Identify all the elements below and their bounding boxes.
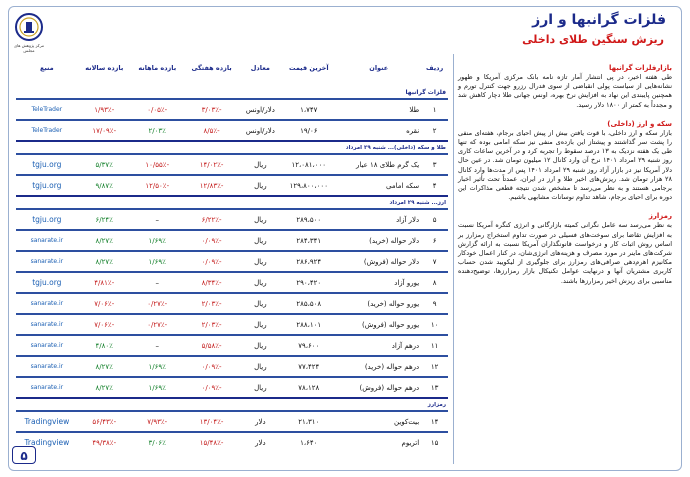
- last-price: ۷۸،۱۲۸: [281, 377, 336, 398]
- market-table: [16, 50, 448, 452]
- asset-name: درهم حواله (فروش): [336, 377, 421, 398]
- price-unit: ریال: [240, 251, 282, 272]
- price-unit: دلار: [240, 432, 282, 452]
- table-row: [16, 432, 448, 452]
- table-row: [16, 335, 448, 356]
- last-price: ۲۸۴،۳۴۱: [281, 230, 336, 251]
- data-source: sanarate.ir: [16, 293, 78, 314]
- weekly-return: -۰/۰۹٪: [184, 377, 240, 398]
- data-source: sanarate.ir: [16, 251, 78, 272]
- monthly-return: ۳/۰۶٪: [131, 432, 184, 452]
- last-price: ۱۲،۰۸۱،۰۰۰: [281, 154, 336, 175]
- column-header: بازده هفتگی: [191, 64, 232, 72]
- column-header: منبع: [39, 64, 54, 72]
- group-label: طلا و سکه (داخلی)... شنبه ۲۹ امرداد: [16, 141, 448, 154]
- weekly-return: -۱۵/۴۸٪: [184, 432, 240, 452]
- table-group-row: [16, 141, 448, 154]
- row-index: ۱۰: [421, 314, 448, 335]
- price-unit: ریال: [240, 175, 282, 196]
- yearly-return: -۱۷/۰۹٪: [78, 120, 131, 141]
- monthly-return: -۰/۲۷٪: [131, 293, 184, 314]
- table-row: [16, 411, 448, 432]
- column-header: عنوان: [369, 64, 389, 72]
- table-row: [16, 356, 448, 377]
- column-header: بازده ماهانه: [138, 64, 177, 72]
- row-index: ۱۱: [421, 335, 448, 356]
- yearly-return: -۴/۸۱٪: [78, 272, 131, 293]
- price-unit: ریال: [240, 293, 282, 314]
- weekly-return: -۳/۰۳٪: [184, 99, 240, 120]
- asset-name: دلار حواله (خرید): [336, 230, 421, 251]
- last-price: ۷۹،۶۰۰: [281, 335, 336, 356]
- table-row: [16, 175, 448, 196]
- weekly-return: -۰/۰۹٪: [184, 230, 240, 251]
- page-title: فلزات گرانبها و ارز: [532, 12, 666, 28]
- data-source: sanarate.ir: [16, 230, 78, 251]
- yearly-return: -۷/۰۶٪: [78, 293, 131, 314]
- row-index: ۲: [421, 120, 448, 141]
- column-header: ردیف: [425, 64, 444, 72]
- data-source: tgju.org: [16, 209, 78, 230]
- data-source: Tradingview: [16, 432, 78, 452]
- coin-fx-text: بازار سکه و ارز داخلی، با قوت یافتن بیش از پیش احیای برجام، هفته‌ای منفی را پشت سر گذاشتند و پیشتاز این بازده‌ی منفی نیز سکه امامی بوده که تنها طی یک هفته نزدیک به ۱۳ درصد سقوط را تجربه کرد و در آخرین ساعات کاری روز شنبه ۲۹ امرداد ۱۴۰۱ نرخ آن وارد کانال ۱۲ میلیون تومان شد. در عین حال دلار آمریکا نیز در بازار آزاد روز شنبه ۲۹ امرداد ۱۴۰۱ پس از مدت‌ها وارد کانال ۲۸ هزار تومان شد. ریزش‌های اخیر طلا و ارز در ایران، عمدتاً تحت تأثیر اخبار برجامی هستند و به نظر می‌رسد تا مشخص شدن نتیجه قطعی مذاکرات این دوره برای احیای برجام، شاهد تداوم نوسانات مشابهی باشیم.: [458, 128, 673, 202]
- weekly-return: -۸/۳۴٪: [184, 272, 240, 293]
- row-index: ۱: [421, 99, 448, 120]
- last-price: ۷۷،۴۲۴: [281, 356, 336, 377]
- group-label: رمزارز: [16, 398, 448, 411]
- monthly-return: -۱۲/۵۰٪: [131, 175, 184, 196]
- monthly-return: ۱/۶۹٪: [131, 356, 184, 377]
- last-price: ۱،۶۴۰: [281, 432, 336, 452]
- asset-name: یورو حواله (فروش): [336, 314, 421, 335]
- price-unit: ریال: [240, 154, 282, 175]
- asset-name: درهم آزاد: [336, 335, 421, 356]
- yearly-return: ۹/۸۷٪: [78, 175, 131, 196]
- weekly-return: -۱۲/۸۳٪: [184, 175, 240, 196]
- weekly-return: -۶/۲۲٪: [184, 209, 240, 230]
- price-unit: دلار: [240, 411, 282, 432]
- last-price: ۲۸۹،۵۰۰: [281, 209, 336, 230]
- column-header: معادل: [250, 64, 270, 72]
- row-index: ۱۳: [421, 377, 448, 398]
- price-unit: ریال: [240, 272, 282, 293]
- page-subtitle: ریزش سنگین طلای داخلی: [522, 33, 664, 46]
- market-table-area: [16, 50, 448, 452]
- weekly-return: -۲/۰۳٪: [184, 293, 240, 314]
- table-group-row: [16, 196, 448, 209]
- weekly-return: -۰/۰۹٪: [184, 251, 240, 272]
- last-price: ۲۱،۳۱۰: [281, 411, 336, 432]
- asset-name: درهم حواله (خرید): [336, 356, 421, 377]
- table-row: [16, 120, 448, 141]
- price-unit: ریال: [240, 377, 282, 398]
- data-source: sanarate.ir: [16, 314, 78, 335]
- last-price: ۱،۷۴۷: [281, 99, 336, 120]
- precious-metals-heading: بازارفلزات گرانبها: [609, 64, 672, 72]
- table-row: [16, 99, 448, 120]
- price-unit: ریال: [240, 356, 282, 377]
- monthly-return: ۱/۶۹٪: [131, 230, 184, 251]
- row-index: ۴: [421, 175, 448, 196]
- weekly-return: -۱۳/۰۴٪: [184, 411, 240, 432]
- table-row: [16, 154, 448, 175]
- asset-name: طلا: [336, 99, 421, 120]
- asset-name: اتریوم: [336, 432, 421, 452]
- column-header: آخرین قیمت: [288, 64, 329, 72]
- yearly-return: ۸/۲۷٪: [78, 251, 131, 272]
- organization-logo: [14, 12, 44, 42]
- monthly-return: ۱/۶۹٪: [131, 251, 184, 272]
- data-source: sanarate.ir: [16, 356, 78, 377]
- price-unit: ریال: [240, 314, 282, 335]
- coin-fx-heading: سکه و ارز (داخلی): [607, 119, 672, 128]
- price-unit: ریال: [240, 335, 282, 356]
- asset-name: دلار حواله (فروش): [336, 251, 421, 272]
- last-price: ۲۸۶،۹۲۴: [281, 251, 336, 272]
- price-unit: دلار/اونس: [240, 120, 282, 141]
- row-index: ۷: [421, 251, 448, 272]
- commentary-column: [458, 64, 672, 296]
- data-source: Tradingview: [16, 411, 78, 432]
- table-header-row: [16, 50, 448, 86]
- logo-caption: مرکز پژوهش های مجلس: [14, 43, 44, 53]
- monthly-return: -۱۰/۵۵٪: [131, 154, 184, 175]
- weekly-return: -۸/۵٪: [184, 120, 240, 141]
- price-unit: ریال: [240, 209, 282, 230]
- asset-name: بیت‌کوین: [336, 411, 421, 432]
- last-price: ۲۹۰،۴۲۰: [281, 272, 336, 293]
- monthly-return: ۲/۰۳٪: [131, 120, 184, 141]
- yearly-return: -۱/۹۳٪: [78, 99, 131, 120]
- precious-metals-text: طی هفته اخیر، در پی انتشار آمار تازه نامه بانک مرکزی آمریکا و ظهور نشانه‌هایی از سیاست پولی انقباضی از سوی فدرال رزرو جهت کنترل تورم و همچنین پایبندی این نهاد به افزایش نرخ بهره، اونس جهانی طلا دچار کاهش شد و مجدداً به کمتر از ۱۸۰۰ دلار رسید.: [458, 73, 672, 109]
- row-index: ۱۲: [421, 356, 448, 377]
- monthly-return: -۰/۰۵٪: [131, 99, 184, 120]
- yearly-return: ۸/۲۷٪: [78, 377, 131, 398]
- yearly-return: ۵/۳۷٪: [78, 154, 131, 175]
- yearly-return: -۷/۰۶٪: [78, 314, 131, 335]
- crypto-text: به نظر می‌رسد سه عامل نگرانی کمیته بازارگانی و انرژی کنگره آمریکا نسبت به افزایش تقاضا برای سوخت‌های فسیلی در صورت تداوم استخراج رمزارز بر اساس روش اثبات کار و درخواست قانونگذاران آمریکا نسبت به ارائه گزارش شرکت‌های ماینر در مورد مصرف و هزینه‌های انرژی‌شان، در کنار اعمال خودکار مکانیزم اهرم‌دهی صرافی‌های رمزارز برای جلوگیری از لیکویید شدن حساب کاربری مشتریان آنها و درنهایت عوامل تکنیکال بازار رمزارزها، توضیح‌دهنده مناسبی برای ریزش اخیر رمزارزها باشند.: [458, 221, 672, 285]
- table-row: [16, 251, 448, 272]
- yearly-return: ۶/۲۴٪: [78, 209, 131, 230]
- asset-name: نقره: [336, 120, 421, 141]
- yearly-return: ۸/۲۷٪: [78, 230, 131, 251]
- row-index: ۱۴: [421, 411, 448, 432]
- table-row: [16, 230, 448, 251]
- crypto-heading: رمزارز: [648, 212, 672, 221]
- yearly-return: -۴۹/۳۸٪: [78, 432, 131, 452]
- last-price: ۲۸۵،۵۰۸: [281, 293, 336, 314]
- data-source: sanarate.ir: [16, 377, 78, 398]
- monthly-return: –: [131, 209, 184, 230]
- table-group-row: [16, 398, 448, 411]
- yearly-return: -۵۶/۴۳٪: [78, 411, 131, 432]
- row-index: ۱۵: [421, 432, 448, 452]
- last-price: ۱۹/۰۶: [281, 120, 336, 141]
- monthly-return: -۰/۲۷٪: [131, 314, 184, 335]
- data-source: TeleTrader: [16, 99, 78, 120]
- monthly-return: -۷/۹۳٪: [131, 411, 184, 432]
- weekly-return: -۵/۵۸٪: [184, 335, 240, 356]
- group-label: فلزات گرانبها: [405, 88, 446, 96]
- data-source: tgju.org: [16, 175, 78, 196]
- weekly-return: -۰/۰۹٪: [184, 356, 240, 377]
- last-price: ۱۲۹،۸۰۰،۰۰۰: [281, 175, 336, 196]
- column-divider: [453, 54, 454, 464]
- table-row: [16, 272, 448, 293]
- weekly-return: -۱۴/۰۲٪: [184, 154, 240, 175]
- asset-name: سکه امامی: [336, 175, 421, 196]
- last-price: ۲۸۸،۱۰۱: [281, 314, 336, 335]
- monthly-return: –: [131, 272, 184, 293]
- data-source: tgju.org: [16, 272, 78, 293]
- monthly-return: –: [131, 335, 184, 356]
- table-row: [16, 314, 448, 335]
- row-index: ۵: [421, 209, 448, 230]
- table-row: [16, 377, 448, 398]
- table-group-row: [16, 86, 448, 99]
- row-index: ۹: [421, 293, 448, 314]
- yearly-return: ۸/۲۷٪: [78, 356, 131, 377]
- asset-name: یورو آزاد: [336, 272, 421, 293]
- price-unit: ریال: [240, 230, 282, 251]
- price-unit: دلار/اونس: [240, 99, 282, 120]
- data-source: TeleTrader: [16, 120, 78, 141]
- data-source: sanarate.ir: [16, 335, 78, 356]
- row-index: ۸: [421, 272, 448, 293]
- table-row: [16, 293, 448, 314]
- asset-name: یک گرم طلای ۱۸ عیار: [336, 154, 421, 175]
- column-header: بازده سالانه: [85, 64, 124, 72]
- table-row: [16, 209, 448, 230]
- row-index: ۶: [421, 230, 448, 251]
- monthly-return: ۱/۶۹٪: [131, 377, 184, 398]
- page-number: ۵: [12, 446, 36, 464]
- data-source: tgju.org: [16, 154, 78, 175]
- group-label: ارز... شنبه ۲۹ امرداد: [16, 196, 448, 209]
- yearly-return: ۴/۸۰٪: [78, 335, 131, 356]
- weekly-return: -۲/۰۳٪: [184, 314, 240, 335]
- asset-name: دلار آزاد: [336, 209, 421, 230]
- row-index: ۳: [421, 154, 448, 175]
- asset-name: یورو حواله (خرید): [336, 293, 421, 314]
